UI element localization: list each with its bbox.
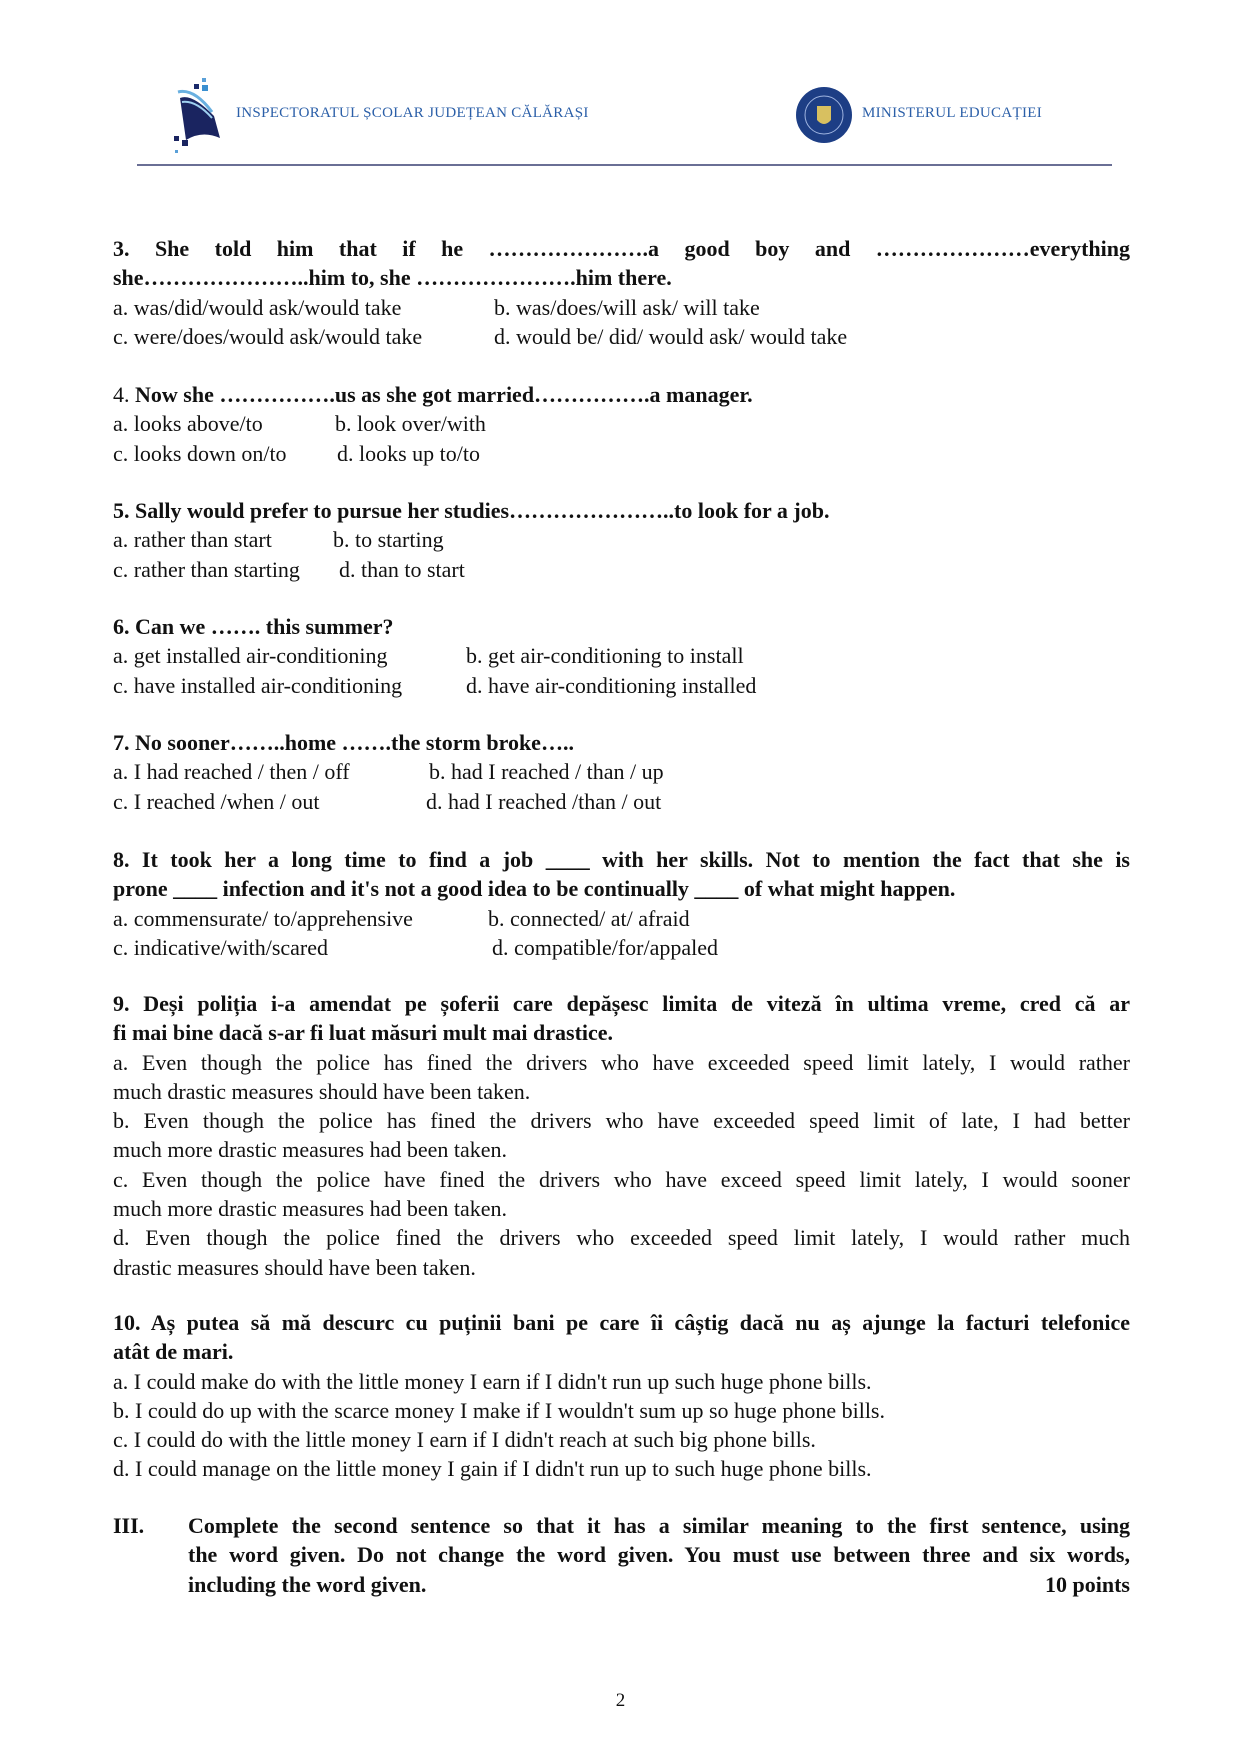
question-text: 7. No sooner……..home …….the storm broke…..	[113, 730, 574, 755]
points-label: 10 points	[1045, 1571, 1130, 1597]
question-text: prone ____ infection and it's not a good idea to be continually ____ of what might happen.	[113, 876, 956, 902]
option-d[interactable]: d. than to start	[339, 556, 465, 582]
option-a[interactable]: a. commensurate/ to/apprehensive	[113, 905, 413, 931]
option-d[interactable]: d. have air-conditioning installed	[466, 672, 757, 698]
question-10	[113, 1308, 1130, 1484]
inspectorate-logo-icon	[172, 78, 232, 156]
question-7	[113, 728, 1130, 816]
question-text: 8. It took her a long time to find a job ____ with her skills. Not to mention the fact that she is	[113, 847, 1130, 872]
question-3	[113, 234, 1130, 351]
question-8	[113, 845, 1130, 962]
option-c[interactable]: c. Even though the police have fined the drivers who have exceed speed limit lately, I would sooner much more drastic measures had been taken.	[113, 1166, 1130, 1222]
instruction-text: including the word given.	[188, 1571, 427, 1597]
question-6	[113, 612, 1130, 700]
ministry-name: MINISTERUL EDUCAȚIEI	[862, 105, 1043, 121]
option-b[interactable]: b. to starting	[333, 527, 444, 553]
option-c[interactable]: c. have installed air-conditioning	[113, 672, 403, 698]
option-d[interactable]: d. compatible/for/appaled	[492, 934, 719, 960]
option-b[interactable]: b. I could do up with the scarce money I make if I wouldn't sum up so huge phone bills.	[113, 1397, 885, 1423]
question-text: Now she …………….us as she got married…………….a manager.	[135, 382, 753, 407]
option-a[interactable]: a. I could make do with the little money I earn if I didn't run up such huge phone bills.	[113, 1368, 872, 1394]
option-a[interactable]: a. looks above/to	[113, 411, 263, 437]
option-a[interactable]: a. rather than start	[113, 527, 272, 553]
instruction-text: Complete the second sentence so that it has a similar meaning to the first sentence, using	[188, 1513, 1130, 1538]
question-5	[113, 496, 1130, 584]
question-text: atât de mari.	[113, 1339, 234, 1365]
page-number: 2	[615, 1690, 626, 1711]
option-c[interactable]: c. I could do with the little money I earn if I didn't reach at such big phone bills.	[113, 1427, 816, 1453]
option-b[interactable]: b. was/does/will ask/ will take	[494, 294, 760, 320]
question-text: 3. She told him that if he ………………….a good boy and …………………everything	[113, 236, 1130, 261]
option-b[interactable]: b. Even though the police has fined the drivers who have exceeded speed limit of late, I had better much more drastic measures had been taken.	[113, 1108, 1130, 1163]
option-c[interactable]: c. I reached /when / out	[113, 788, 320, 814]
option-d[interactable]: d. Even though the police fined the drivers who exceeded speed limit lately, I would rather much drastic measures should have been taken.	[113, 1225, 1130, 1280]
option-a[interactable]: a. was/did/would ask/would take	[113, 294, 402, 320]
section-number: III.	[113, 1513, 145, 1538]
question-number: 4.	[113, 382, 135, 407]
instruction-text: the word given. Do not change the word given. You must use between three and six words,	[188, 1542, 1130, 1568]
option-c[interactable]: c. rather than starting	[113, 556, 300, 582]
header-divider	[137, 164, 1112, 166]
option-c[interactable]: c. were/does/would ask/would take	[113, 323, 423, 349]
option-d[interactable]: d. had I reached /than / out	[426, 788, 662, 814]
option-d[interactable]: d. I could manage on the little money I gain if I didn't run up to such huge phone bills.	[113, 1456, 872, 1482]
inspectorate-name: INSPECTORATUL ȘCOLAR JUDEȚEAN CĂLĂRAȘI	[236, 105, 589, 121]
option-b[interactable]: b. get air-conditioning to install	[466, 643, 744, 669]
question-text: 10. Aș putea să mă descurc cu puținii bani pe care îi câștig dacă nu aș ajunge la facturi telefonice	[113, 1310, 1130, 1335]
question-text: 6. Can we ……. this summer?	[113, 614, 394, 639]
option-a[interactable]: a. I had reached / then / off	[113, 759, 350, 785]
question-text: she…………………..him to, she ………………….him there.	[113, 265, 672, 291]
option-a[interactable]: a. get installed air-conditioning	[113, 643, 388, 669]
government-seal-icon	[795, 86, 853, 144]
option-b[interactable]: b. had I reached / than / up	[429, 759, 664, 785]
section-3-instructions	[113, 1511, 1130, 1599]
option-a[interactable]: a. Even though the police has fined the drivers who have exceeded speed limit lately, I would rather much drastic measures should have been taken.	[113, 1049, 1130, 1104]
question-text: 5. Sally would prefer to pursue her studies…………………..to look for a job.	[113, 498, 830, 523]
option-b[interactable]: b. connected/ at/ afraid	[488, 905, 690, 931]
question-text: fi mai bine dacă s-ar fi luat măsuri mult mai drastice.	[113, 1020, 614, 1046]
option-d[interactable]: d. looks up to/to	[337, 440, 481, 466]
question-text: 9. Deși poliția i-a amendat pe șoferii care depășesc limita de viteză în ultima vreme, cred că ar	[113, 991, 1130, 1016]
question-9	[113, 989, 1130, 1282]
option-c[interactable]: c. looks down on/to	[113, 440, 287, 466]
question-4	[113, 380, 1130, 468]
option-d[interactable]: d. would be/ did/ would ask/ would take	[494, 323, 848, 349]
option-c[interactable]: c. indicative/with/scared	[113, 934, 329, 960]
option-b[interactable]: b. look over/with	[335, 411, 486, 437]
